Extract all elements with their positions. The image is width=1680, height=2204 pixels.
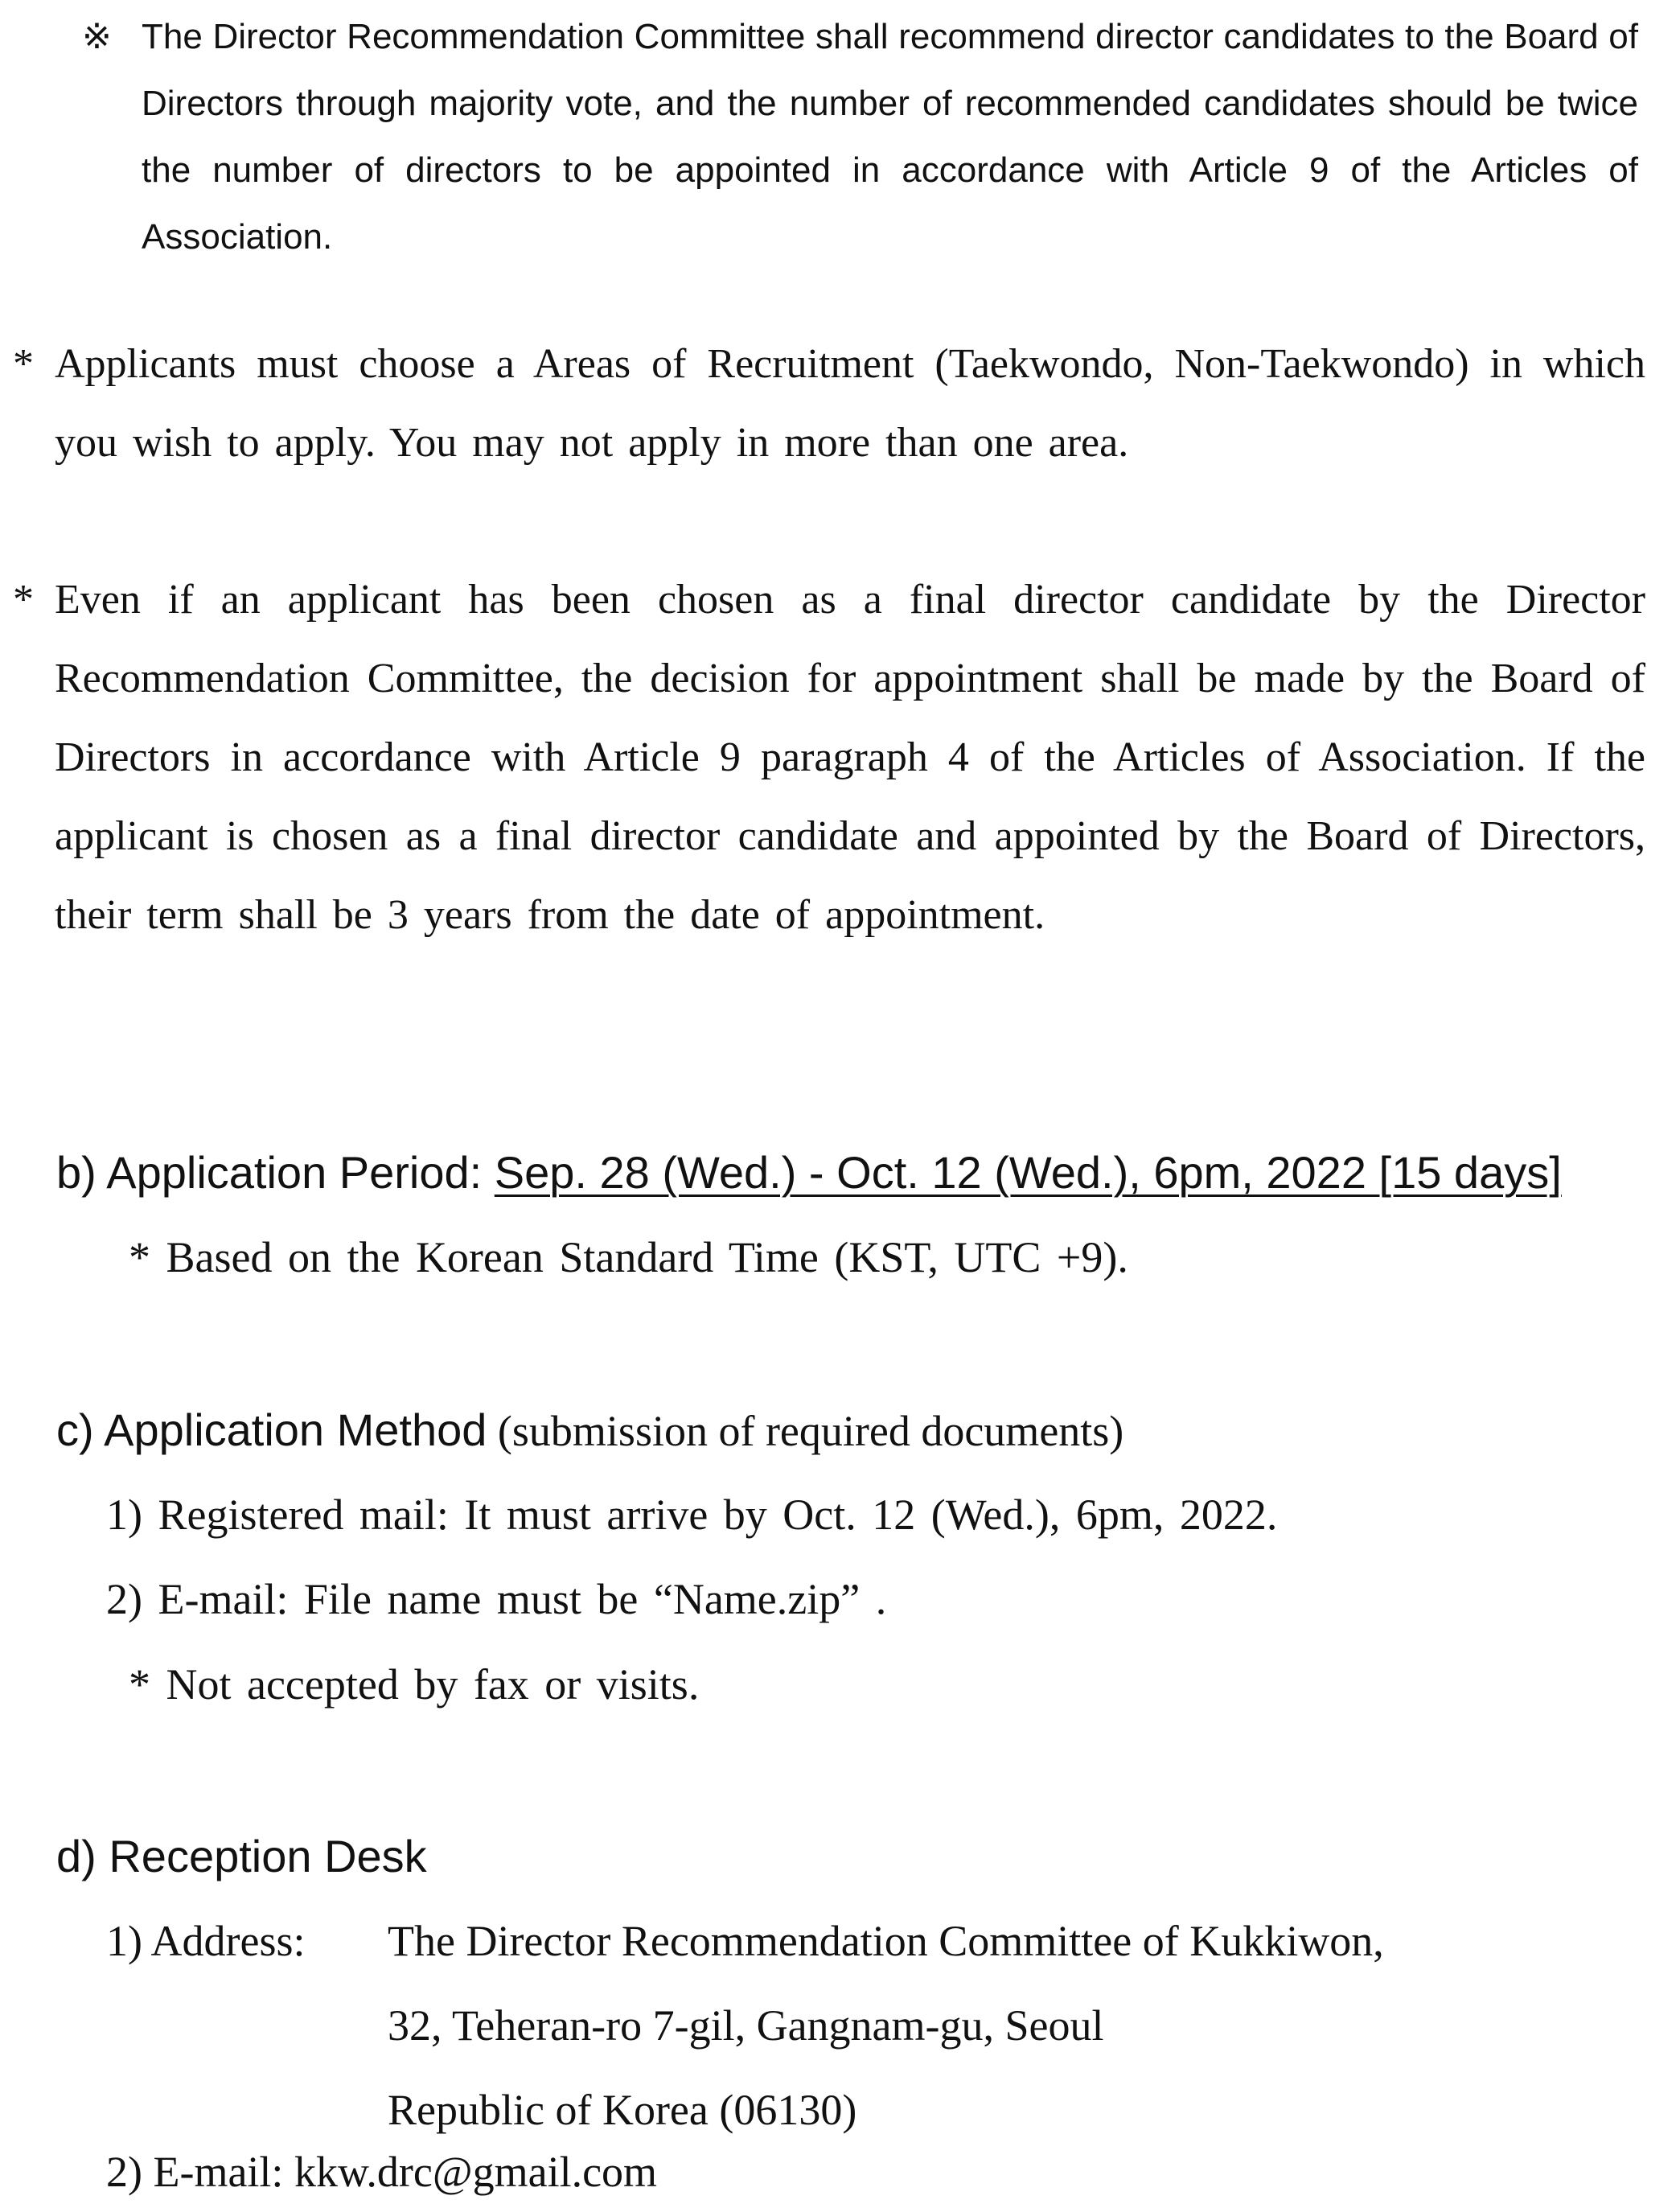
appointment-decision-text: Even if an applicant has been chosen as a final director candidate by the Director Recommendation Committee, the decision for appointment shall be made by the Board of Directors in accordance with Article 9 paragraph 4 of the Articles of Association. If the applicant is chosen as a final director candidate and appointed by the Board of Directors, their term shall be 3 years from the date of appointment. [55,577,1645,938]
address-line-1: The Director Recommendation Committee of Kukkiwon, [388,1917,1384,1965]
email-row [106,2140,1646,2204]
appointment-decision-paragraph [13,561,1645,955]
reception-desk-heading: d) Reception Desk [56,1831,427,1881]
address-row-3 [106,2078,1646,2142]
address-line-2: 32, Teheran-ro 7-gil, Gangnam-gu, Seoul [388,2001,1104,2050]
committee-note-text: The Director Recommendation Committee shall recommend director candidates to the Board of Directors through majority vote, and the number of recommended candidates should be twice the number of directors to be appointed in accordance with Article 9 of the Articles of Association. [142,17,1638,257]
asterisk-mark: * [13,577,34,623]
email-label: 2) E-mail: [106,2148,294,2196]
application-method-label: c) Application Method [56,1404,487,1455]
application-period-heading [56,1141,1562,1205]
address-line-3: Republic of Korea (06130) [388,2086,857,2134]
committee-note [82,3,1638,270]
areas-of-recruitment-paragraph [13,325,1645,483]
application-method-heading [56,1398,1123,1463]
application-method-desc: (submission of required documents) [487,1407,1124,1455]
address-row-2 [106,1993,1646,2058]
address-label: 1) Address: [106,1917,306,1965]
not-accepted-note: * Not accepted by fax or visits. [129,1660,700,1709]
email-file-item: 2) E-mail: File name must be “Name.zip” . [106,1575,887,1623]
application-period-label: b) Application Period: [56,1147,495,1198]
application-period-value: Sep. 28 (Wed.) - Oct. 12 (Wed.), 6pm, 2022 [15 days] [494,1147,1562,1198]
asterisk-mark: * [13,341,34,387]
registered-mail-item: 1) Registered mail: It must arrive by Oct. 12 (Wed.), 6pm, 2022. [106,1491,1278,1539]
email-address[interactable]: kkw.drc@gmail.com [294,2148,658,2196]
address-row [106,1909,1646,1973]
timezone-note: * Based on the Korean Standard Time (KST, UTC +9). [129,1233,1128,1281]
reference-mark: ※ [82,17,112,56]
areas-of-recruitment-text: Applicants must choose a Areas of Recruitment (Taekwondo, Non-Taekwondo) in which you wish to apply. You may not apply in more than one area. [55,341,1645,466]
